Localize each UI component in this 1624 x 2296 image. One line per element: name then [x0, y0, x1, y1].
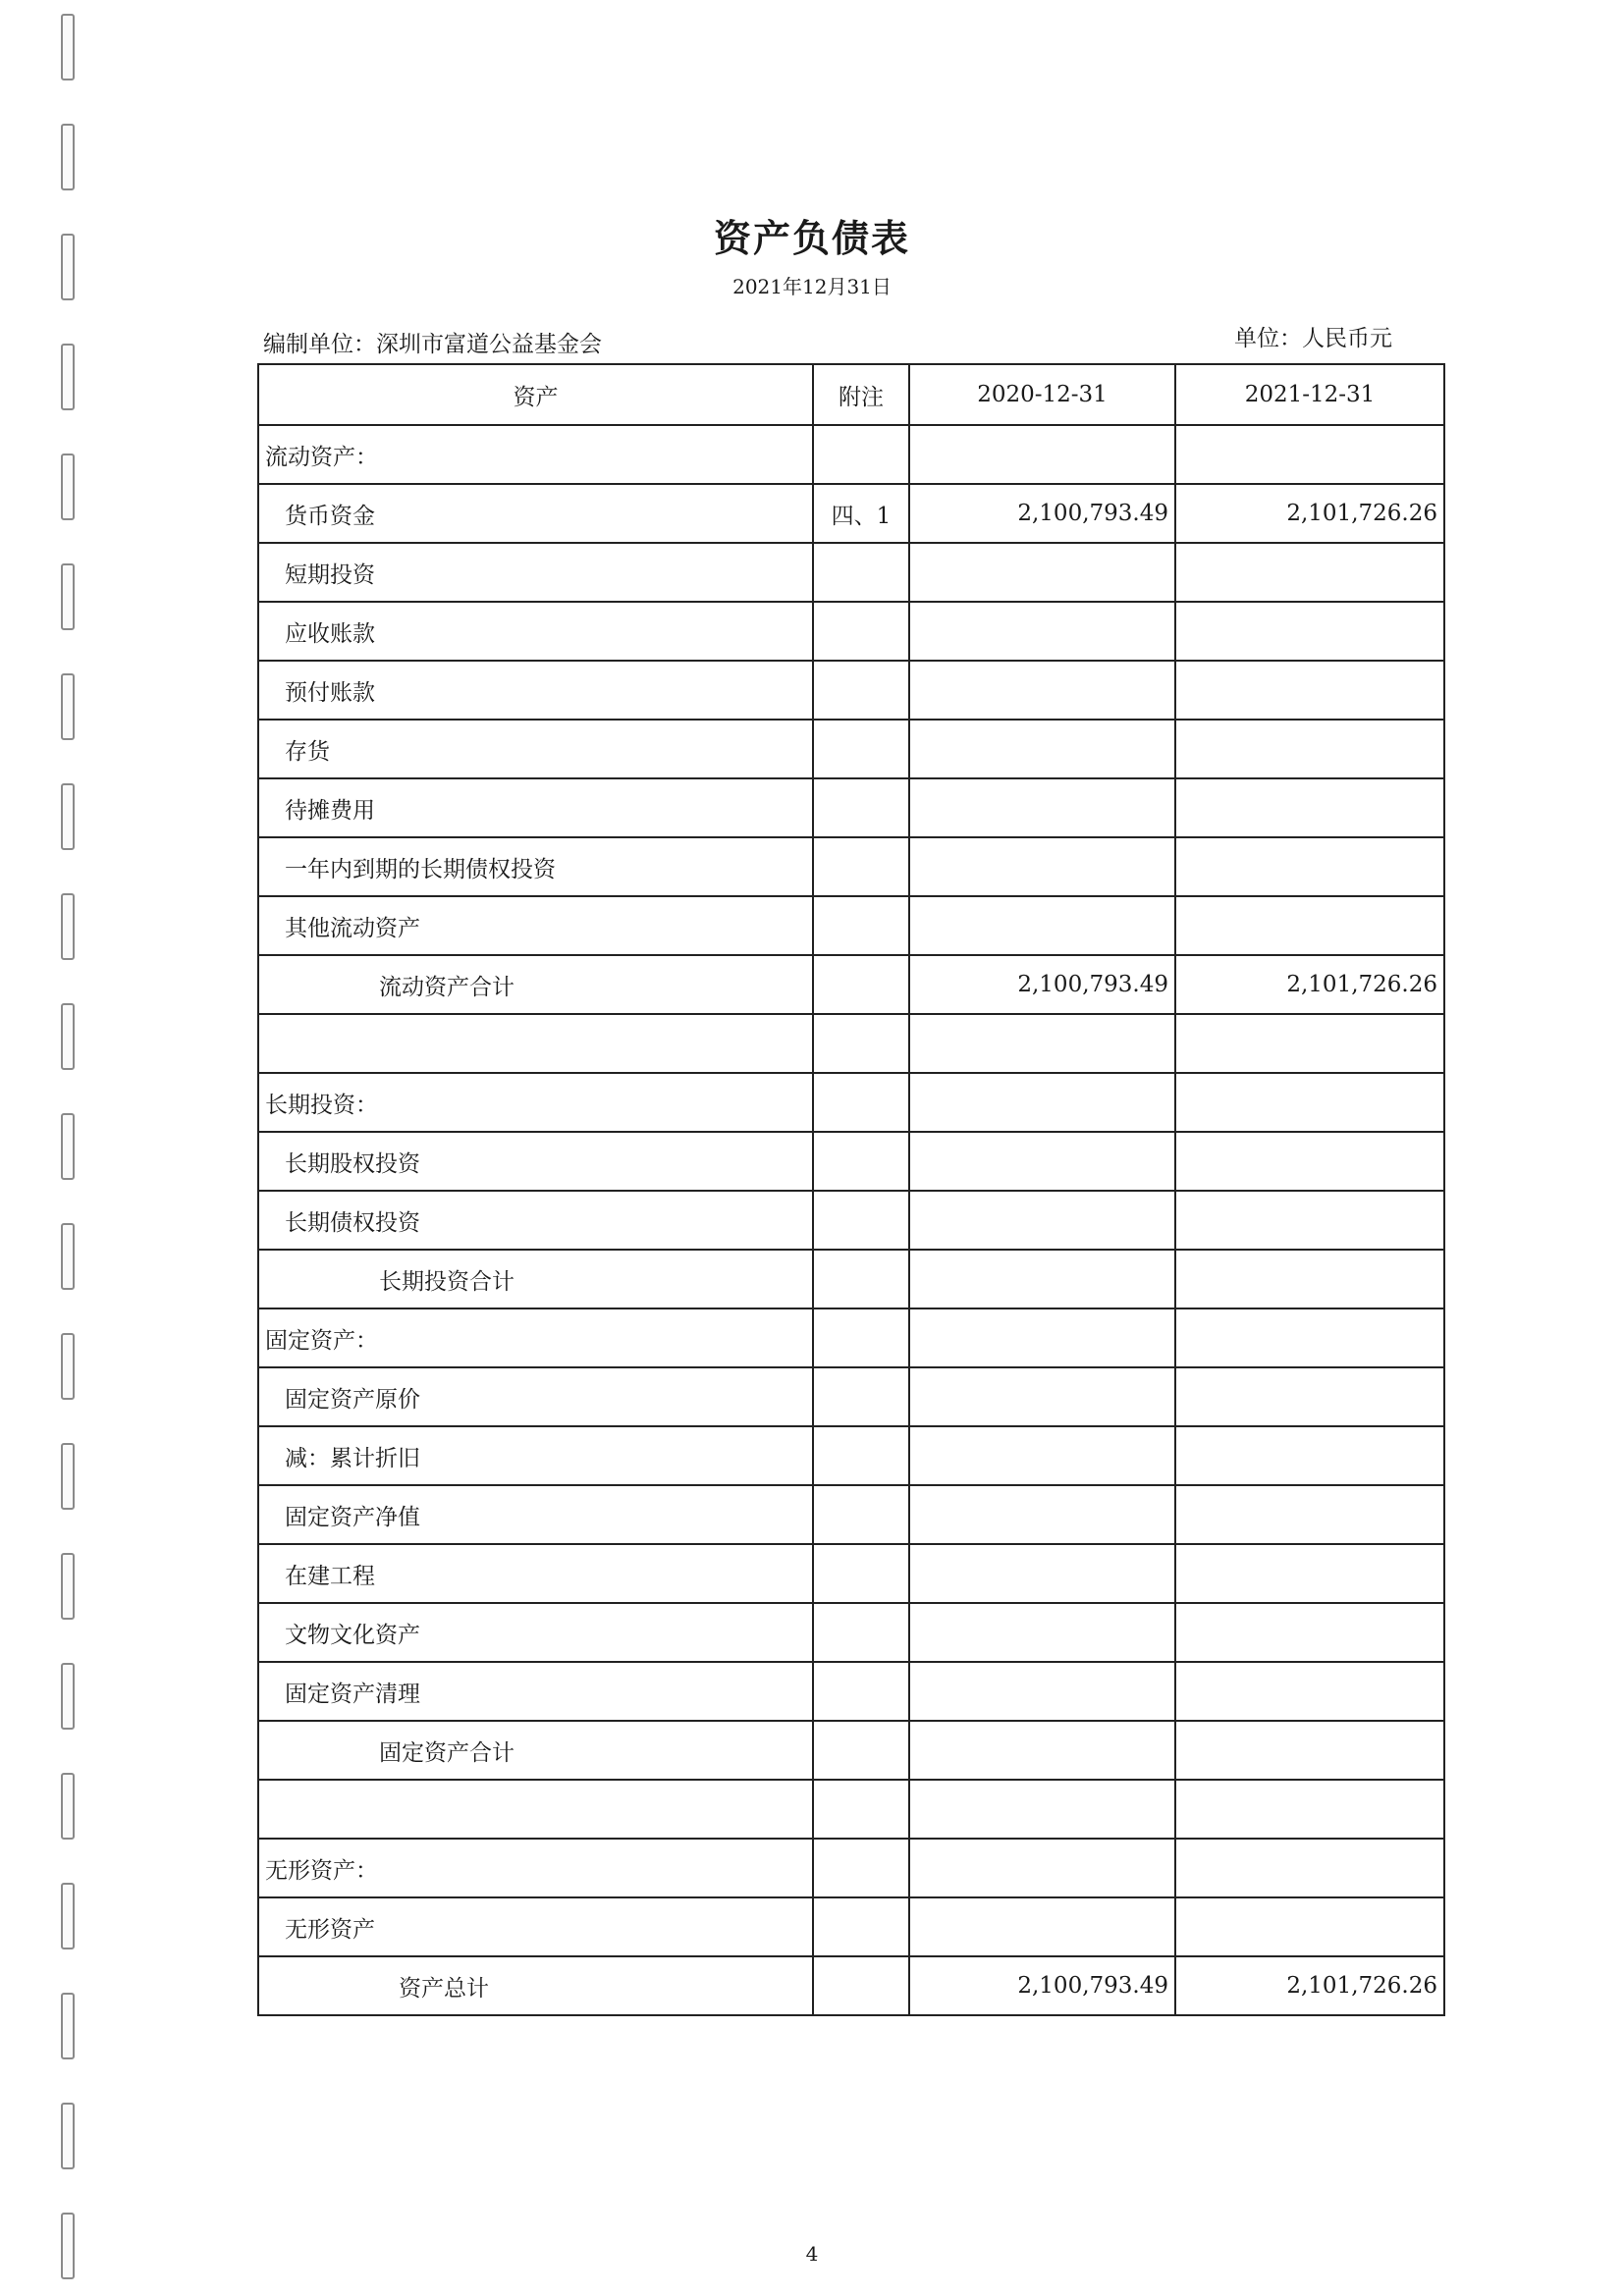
row-value-2020 — [909, 602, 1175, 661]
row-value-2021 — [1175, 1603, 1444, 1662]
row-label: 固定资产净值 — [258, 1485, 813, 1544]
row-note — [813, 1191, 909, 1250]
balance-sheet-table — [257, 363, 1445, 2016]
row-value-2020 — [909, 1662, 1175, 1721]
row-value-2021 — [1175, 543, 1444, 602]
row-label: 长期债权投资 — [258, 1191, 813, 1250]
row-value-2020: 2,100,793.49 — [909, 955, 1175, 1014]
row-note — [813, 896, 909, 955]
row-note — [813, 602, 909, 661]
row-label: 无形资产 — [258, 1897, 813, 1956]
row-value-2020 — [909, 1014, 1175, 1073]
row-note — [813, 1426, 909, 1485]
row-label: 待摊费用 — [258, 778, 813, 837]
row-value-2021: 2,101,726.26 — [1175, 1956, 1444, 2015]
binding-hole — [61, 1333, 75, 1400]
row-label: 存货 — [258, 720, 813, 778]
row-value-2021: 2,101,726.26 — [1175, 955, 1444, 1014]
row-value-2020 — [909, 1839, 1175, 1897]
row-value-2020 — [909, 1191, 1175, 1250]
row-note — [813, 1544, 909, 1603]
binding-holes — [57, 0, 79, 2296]
table-row — [258, 543, 1444, 602]
binding-hole — [61, 2103, 75, 2169]
row-label: 固定资产原价 — [258, 1367, 813, 1426]
row-label: 无形资产： — [258, 1839, 813, 1897]
table-row — [258, 837, 1444, 896]
table-row — [258, 1544, 1444, 1603]
report-date: 2021年12月31日 — [732, 275, 892, 298]
binding-hole — [61, 1883, 75, 1949]
table-row — [258, 1485, 1444, 1544]
row-value-2021 — [1175, 1662, 1444, 1721]
binding-hole — [61, 1663, 75, 1730]
table-row — [258, 720, 1444, 778]
row-label: 长期股权投资 — [258, 1132, 813, 1191]
row-label: 固定资产： — [258, 1308, 813, 1367]
binding-hole — [61, 1003, 75, 1070]
row-value-2020 — [909, 1426, 1175, 1485]
binding-hole — [61, 893, 75, 960]
row-note — [813, 778, 909, 837]
row-value-2020 — [909, 1073, 1175, 1132]
row-value-2020 — [909, 778, 1175, 837]
table-row — [258, 602, 1444, 661]
row-note — [813, 1662, 909, 1721]
row-label: 短期投资 — [258, 543, 813, 602]
table-row — [258, 484, 1444, 543]
row-note — [813, 1780, 909, 1839]
row-label: 固定资产清理 — [258, 1662, 813, 1721]
row-label — [258, 1780, 813, 1839]
binding-hole — [61, 1113, 75, 1180]
row-value-2020 — [909, 543, 1175, 602]
row-label: 资产总计 — [258, 1956, 813, 2015]
binding-hole — [61, 124, 75, 190]
table-row — [258, 1426, 1444, 1485]
row-value-2020 — [909, 896, 1175, 955]
table-row — [258, 1014, 1444, 1073]
binding-hole — [61, 344, 75, 410]
row-note — [813, 661, 909, 720]
row-value-2021 — [1175, 425, 1444, 484]
row-label: 固定资产合计 — [258, 1721, 813, 1780]
table-row — [258, 1308, 1444, 1367]
row-value-2021 — [1175, 1308, 1444, 1367]
table-row — [258, 1956, 1444, 2015]
binding-hole — [61, 1773, 75, 1840]
row-value-2020 — [909, 1132, 1175, 1191]
row-label: 长期投资： — [258, 1073, 813, 1132]
row-value-2021 — [1175, 1014, 1444, 1073]
row-value-2020 — [909, 720, 1175, 778]
row-note — [813, 543, 909, 602]
row-label: 文物文化资产 — [258, 1603, 813, 1662]
row-value-2021 — [1175, 1426, 1444, 1485]
row-value-2020 — [909, 425, 1175, 484]
row-label: 货币资金 — [258, 484, 813, 543]
row-note — [813, 837, 909, 896]
row-note — [813, 1367, 909, 1426]
row-value-2020 — [909, 1367, 1175, 1426]
column-header-2021: 2021-12-31 — [1175, 364, 1444, 425]
row-value-2020: 2,100,793.49 — [909, 1956, 1175, 2015]
row-note — [813, 955, 909, 1014]
row-value-2021 — [1175, 602, 1444, 661]
row-label: 其他流动资产 — [258, 896, 813, 955]
row-value-2020 — [909, 1544, 1175, 1603]
table-row — [258, 1250, 1444, 1308]
table-row — [258, 1839, 1444, 1897]
row-value-2021 — [1175, 1250, 1444, 1308]
row-label — [258, 1014, 813, 1073]
row-label: 减：累计折旧 — [258, 1426, 813, 1485]
table-row — [258, 1780, 1444, 1839]
row-label: 一年内到期的长期债权投资 — [258, 837, 813, 896]
row-value-2021 — [1175, 1191, 1444, 1250]
row-note: 四、1 — [813, 484, 909, 543]
table-row — [258, 1073, 1444, 1132]
row-note — [813, 1897, 909, 1956]
row-value-2021 — [1175, 1544, 1444, 1603]
row-value-2021 — [1175, 1132, 1444, 1191]
binding-hole — [61, 14, 75, 80]
row-value-2020 — [909, 837, 1175, 896]
row-value-2021 — [1175, 896, 1444, 955]
row-label: 长期投资合计 — [258, 1250, 813, 1308]
row-note — [813, 1073, 909, 1132]
binding-hole — [61, 1993, 75, 2059]
preparing-organization: 编制单位：深圳市富道公益基金会 — [263, 332, 602, 357]
row-value-2021 — [1175, 778, 1444, 837]
row-note — [813, 1603, 909, 1662]
row-value-2020: 2,100,793.49 — [909, 484, 1175, 543]
row-value-2020 — [909, 1897, 1175, 1956]
row-value-2021 — [1175, 720, 1444, 778]
currency-unit: 单位：人民币元 — [1234, 326, 1392, 351]
row-value-2021 — [1175, 1721, 1444, 1780]
row-value-2020 — [909, 661, 1175, 720]
table-row — [258, 1191, 1444, 1250]
row-value-2021: 2,101,726.26 — [1175, 484, 1444, 543]
row-value-2020 — [909, 1485, 1175, 1544]
binding-hole — [61, 1553, 75, 1620]
row-note — [813, 720, 909, 778]
row-note — [813, 1308, 909, 1367]
table-header-row — [258, 364, 1444, 425]
column-header-asset: 资产 — [258, 364, 813, 425]
binding-hole — [61, 1443, 75, 1510]
column-header-2020: 2020-12-31 — [909, 364, 1175, 425]
table-row — [258, 1367, 1444, 1426]
table-row — [258, 1897, 1444, 1956]
table-row — [258, 425, 1444, 484]
binding-hole — [61, 673, 75, 740]
row-value-2020 — [909, 1308, 1175, 1367]
row-note — [813, 1485, 909, 1544]
table-row — [258, 1662, 1444, 1721]
row-label: 在建工程 — [258, 1544, 813, 1603]
table-row — [258, 955, 1444, 1014]
binding-hole — [61, 454, 75, 520]
table-row — [258, 778, 1444, 837]
page-number: 4 — [805, 2242, 819, 2266]
row-value-2021 — [1175, 837, 1444, 896]
row-value-2021 — [1175, 1780, 1444, 1839]
row-value-2021 — [1175, 1073, 1444, 1132]
row-note — [813, 1721, 909, 1780]
row-value-2020 — [909, 1721, 1175, 1780]
row-value-2021 — [1175, 1839, 1444, 1897]
row-label: 预付账款 — [258, 661, 813, 720]
binding-hole — [61, 783, 75, 850]
row-label: 流动资产： — [258, 425, 813, 484]
row-note — [813, 1014, 909, 1073]
row-note — [813, 1132, 909, 1191]
row-value-2021 — [1175, 661, 1444, 720]
binding-hole — [61, 1223, 75, 1290]
row-note — [813, 425, 909, 484]
row-note — [813, 1956, 909, 2015]
row-value-2021 — [1175, 1897, 1444, 1956]
row-label: 流动资产合计 — [258, 955, 813, 1014]
table-row — [258, 1721, 1444, 1780]
row-value-2021 — [1175, 1485, 1444, 1544]
row-label: 应收账款 — [258, 602, 813, 661]
table-row — [258, 661, 1444, 720]
row-value-2021 — [1175, 1367, 1444, 1426]
table-row — [258, 1132, 1444, 1191]
table-row — [258, 1603, 1444, 1662]
row-note — [813, 1839, 909, 1897]
row-note — [813, 1250, 909, 1308]
column-header-note: 附注 — [813, 364, 909, 425]
table-row — [258, 896, 1444, 955]
row-value-2020 — [909, 1603, 1175, 1662]
row-value-2020 — [909, 1250, 1175, 1308]
page-title: 资产负债表 — [713, 217, 910, 260]
binding-hole — [61, 563, 75, 630]
row-value-2020 — [909, 1780, 1175, 1839]
